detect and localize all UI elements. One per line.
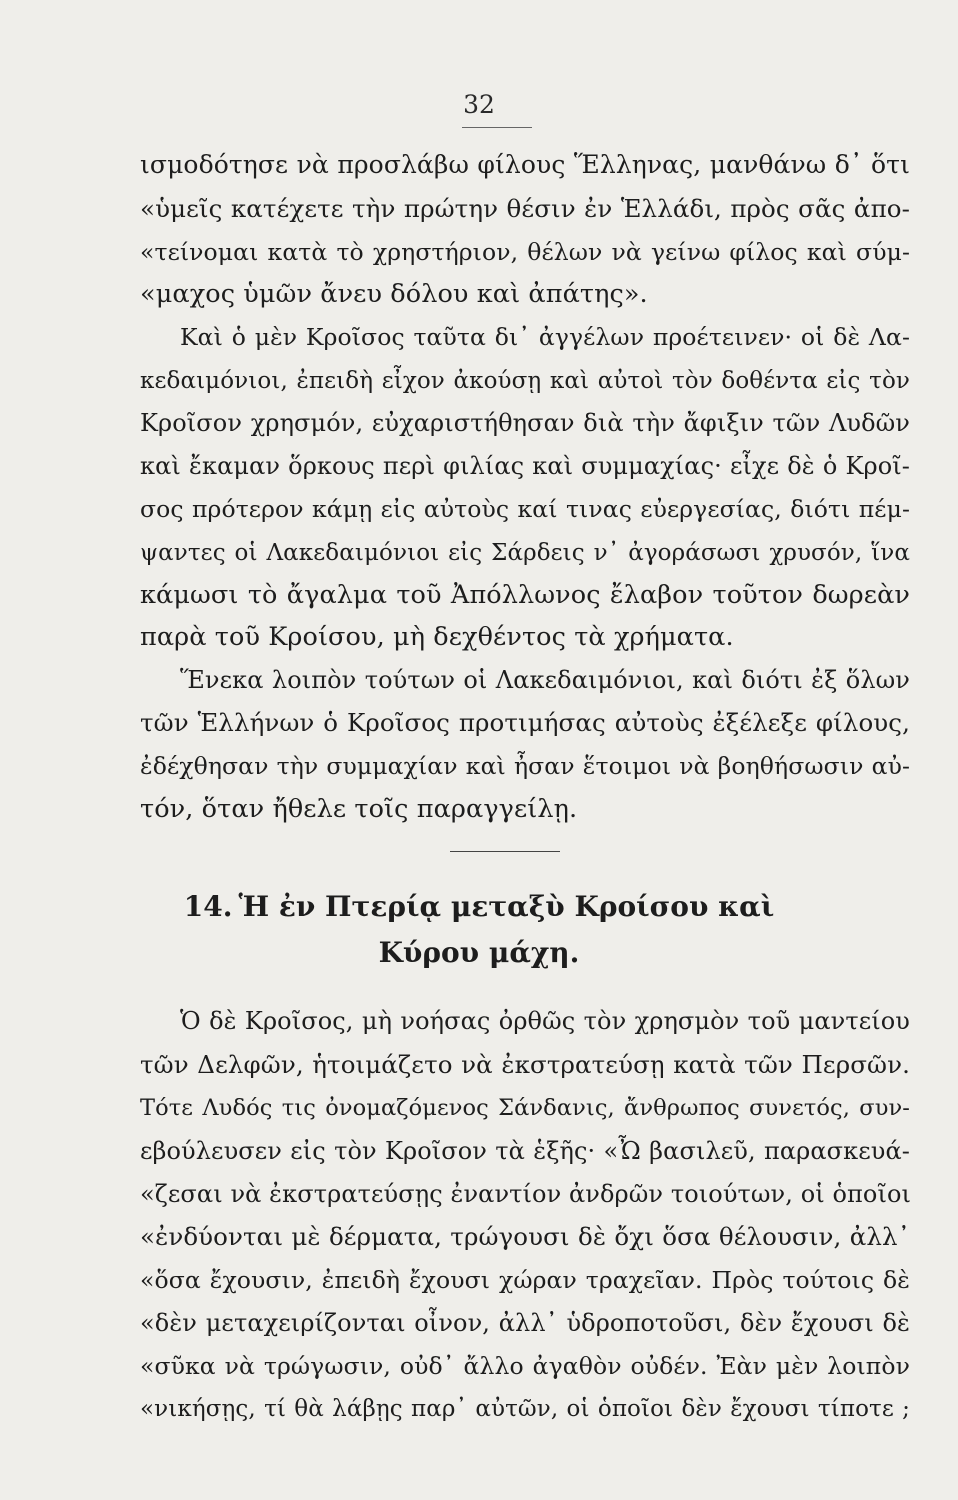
text-line: ἐδέχθησαν τὴν συμμαχίαν καὶ ἦσαν ἕτοιμοι νὰ βοηθήσωσιν αὐ-: [140, 752, 910, 780]
chapter-title-line-2: Κύρου μάχη.: [378, 936, 580, 969]
text-line: τῶν Δελφῶν, ἡτοιμάζετο νὰ ἐκστρατεύσῃ κατὰ τῶν Περσῶν.: [140, 1050, 910, 1079]
chapter-number: 14.: [183, 890, 233, 923]
section-divider: [450, 851, 560, 852]
text-line: «ὅσα ἔχουσιν, ἐπειδὴ ἔχουσι χώραν τραχεῖαν. Πρὸς τούτοις δὲ: [140, 1266, 910, 1294]
text-line: Κροῖσον χρησμόν, εὐχαριστήθησαν διὰ τὴν ἄφιξιν τῶν Λυδῶν: [140, 409, 910, 437]
text-line: «ἐνδύονται μὲ δέρματα, τρώγουσι δὲ ὄχι ὅσα θέλουσιν, ἀλλ᾽: [140, 1222, 910, 1251]
text-line: εβούλευσεν εἰς τὸν Κροῖσον τὰ ἑξῆς· «Ὦ βασιλεῦ, παρασκευά-: [140, 1137, 910, 1165]
text-line: Ὁ δὲ Κροῖσος, μὴ νοήσας ὀρθῶς τὸν χρησμὸν τοῦ μαντείου: [180, 1007, 910, 1035]
text-line: Ἕνεκα λοιπὸν τούτων οἱ Λακεδαιμόνιοι, καὶ διότι ἐξ ὅλων: [180, 666, 910, 694]
text-line: καὶ ἔκαμαν ὅρκους περὶ φιλίας καὶ συμμαχίας· εἶχε δὲ ὁ Κροῖ-: [140, 452, 910, 480]
page-number-rule: [462, 127, 532, 128]
text-line: «τείνομαι κατὰ τὸ χρηστήριον, θέλων νὰ γείνω φίλος καὶ σύμ-: [140, 238, 910, 266]
text-line: κάμωσι τὸ ἄγαλμα τοῦ Ἀπόλλωνος ἔλαβον τοῦτον δωρεὰν: [140, 580, 910, 610]
text-line: «νικήσῃς, τί θὰ λάβῃς παρ᾽ αὐτῶν, οἱ ὁποῖοι δὲν ἔχουσι τίποτε ;: [140, 1396, 910, 1422]
page-number: 32: [463, 90, 495, 119]
text-line: τῶν Ἑλλήνων ὁ Κροῖσος προτιμήσας αὐτοὺς ἐξέλεξε φίλους,: [140, 708, 910, 737]
chapter-heading: [0, 887, 958, 927]
text-line: τόν, ὅταν ἤθελε τοῖς παραγγείλῃ.: [140, 794, 578, 824]
text-line: Καὶ ὁ μὲν Κροῖσος ταῦτα δι᾽ ἀγγέλων προέτεινεν· οἱ δὲ Λα-: [180, 323, 910, 351]
text-line: «δὲν μεταχειρίζονται οἶνον, ἀλλ᾽ ὑδροποτοῦσι, δὲν ἔχουσι δὲ: [140, 1309, 910, 1337]
text-line: Τότε Λυδός τις ὀνομαζόμενος Σάνδανις, ἄνθρωπος συνετός, συν-: [140, 1095, 910, 1121]
chapter-title-line-1: Ἡ ἐν Πτερίᾳ μεταξὺ Κροίσου καὶ: [238, 890, 775, 923]
text-line: «ὑμεῖς κατέχετε τὴν πρώτην θέσιν ἐν Ἑλλάδι, πρὸς σᾶς ἀπο-: [140, 194, 910, 223]
text-line: κεδαιμόνιοι, ἐπειδὴ εἶχον ἀκούσῃ καὶ αὐτοὶ τὸν δοθέντα εἰς τὸν: [140, 368, 910, 394]
text-line: «μαχος ὑμῶν ἄνευ δόλου καὶ ἀπάτης».: [140, 279, 648, 309]
text-line: παρὰ τοῦ Κροίσου, μὴ δεχθέντος τὰ χρήματα.: [140, 622, 734, 652]
text-line: «σῦκα νὰ τρώγωσιν, οὐδ᾽ ἄλλο ἀγαθὸν οὐδέν. Ἐὰν μὲν λοιπὸν: [140, 1352, 910, 1380]
text-line: ισμοδότησε νὰ προσλάβω φίλους Ἕλληνας, μανθάνω δ᾽ ὅτι: [140, 150, 910, 179]
text-line: σος πρότερον κάμῃ εἰς αὐτοὺς καί τινας εὐεργεσίας, διότι πέμ-: [140, 495, 910, 523]
text-line: ψαντες οἱ Λακεδαιμόνιοι εἰς Σάρδεις ν᾽ ἀγοράσωσι χρυσόν, ἵνα: [140, 540, 910, 566]
text-line: «ζεσαι νὰ ἐκστρατεύσῃς ἐναντίον ἀνδρῶν τοιούτων, οἱ ὁποῖοι: [140, 1180, 912, 1208]
